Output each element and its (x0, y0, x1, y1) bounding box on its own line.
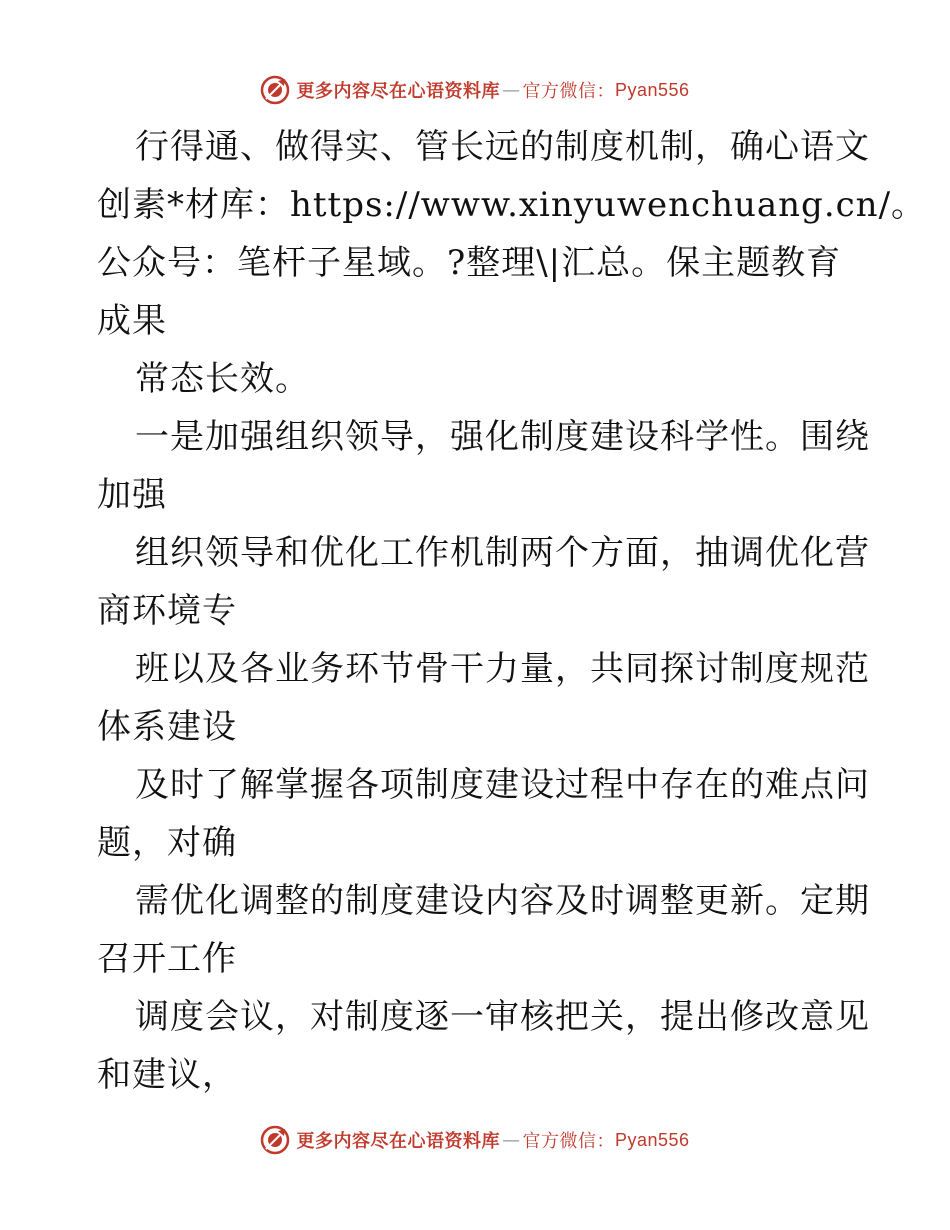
body-line-14: 需优化调整的制度建设内容及时调整更新。定期 (135, 881, 870, 921)
header-banner-wechat-id: Pyan556 (614, 79, 690, 100)
body-line-11: 体系建设 (97, 707, 237, 747)
body-line-13: 题，对确 (97, 823, 237, 863)
document-body (97, 118, 927, 1104)
footer-watermark-banner (0, 1120, 950, 1160)
body-line-9: 商环境专 (97, 591, 237, 631)
brand-logo-icon (260, 1125, 290, 1155)
header-banner-wechat-label: 官方微信： (522, 81, 615, 102)
footer-banner-dash: — (501, 1129, 521, 1151)
body-line-15: 召开工作 (97, 939, 237, 979)
body-line-10: 班以及各业务环节骨干力量，共同探讨制度规范 (135, 649, 870, 689)
body-line-3: 公众号：笔杆子星域。?整理\|汇总。保主题教育 (97, 243, 842, 283)
header-banner-title: 更多内容尽在心语资料库 (296, 81, 500, 102)
body-line-4: 成果 (97, 301, 167, 341)
body-line-1: 行得通、做得实、管长远的制度机制，确心语文 (135, 127, 870, 167)
brand-logo-icon (260, 75, 290, 105)
body-line-2: 创素*材库：https://www.xinyuwenchuang.cn/。 (97, 185, 927, 225)
footer-banner-title: 更多内容尽在心语资料库 (296, 1131, 500, 1152)
body-line-17: 和建议， (97, 1055, 237, 1095)
header-banner-dash: — (501, 79, 521, 101)
body-line-12: 及时了解掌握各项制度建设过程中存在的难点问 (135, 765, 870, 805)
body-line-5: 常态长效。 (135, 359, 310, 399)
body-line-6: 一是加强组织领导，强化制度建设科学性。围绕 (135, 417, 870, 457)
body-line-7: 加强 (97, 475, 167, 515)
footer-banner-wechat-id: Pyan556 (614, 1129, 690, 1150)
body-line-16: 调度会议，对制度逐一审核把关，提出修改意见 (135, 997, 870, 1037)
header-watermark-banner (0, 70, 950, 110)
footer-banner-wechat-label: 官方微信： (522, 1131, 615, 1152)
body-line-8: 组织领导和优化工作机制两个方面，抽调优化营 (135, 533, 870, 573)
